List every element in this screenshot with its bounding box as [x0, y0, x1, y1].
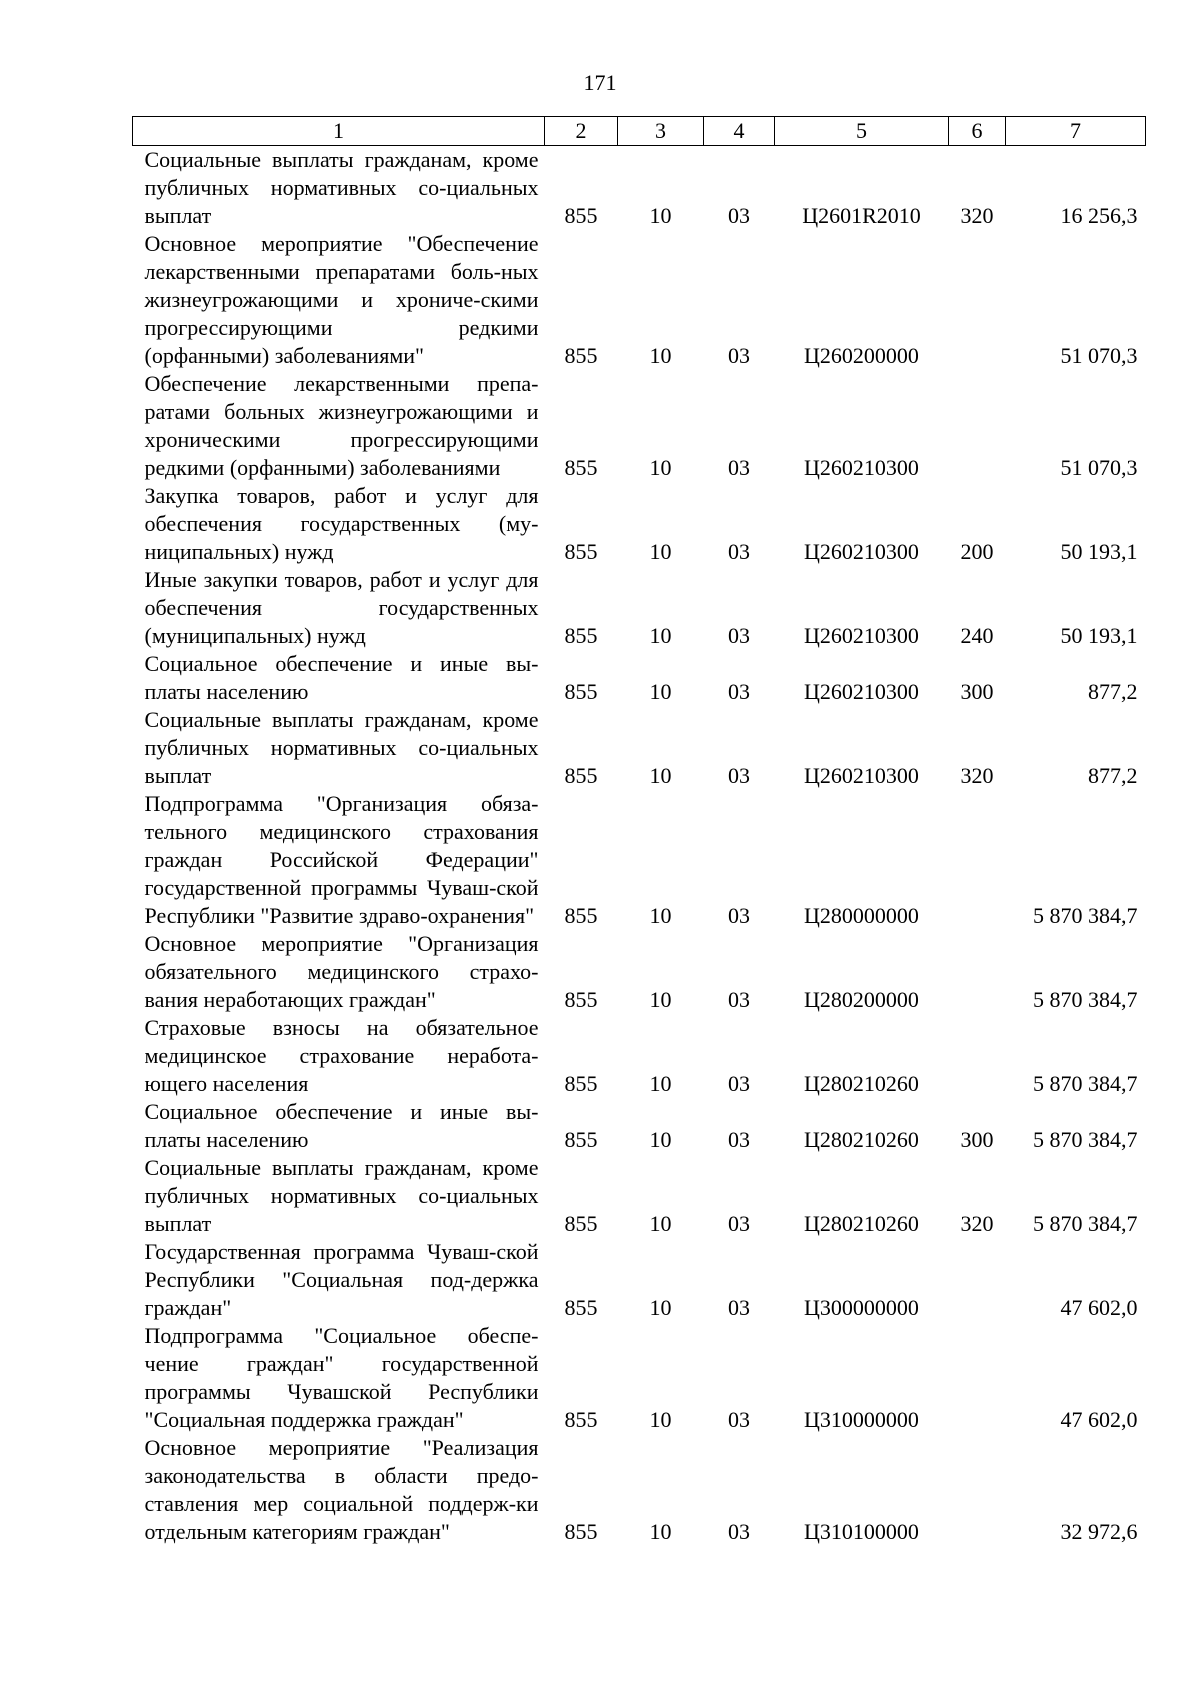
cell-amount: 51 070,3	[1060, 343, 1138, 368]
cell-section: 10	[649, 343, 672, 368]
cell-expense-type	[949, 1434, 1006, 1546]
cell-amount: 50 193,1	[1060, 623, 1138, 648]
cell-ministry: 855	[564, 1407, 598, 1432]
cell-ministry: 855	[564, 679, 598, 704]
table-row	[133, 790, 1146, 930]
header-col-7: 7	[1006, 117, 1146, 146]
cell-expense-type	[949, 230, 1006, 370]
row-name: Иные закупки товаров, работ и услуг для обеспечения государственных (муниципальных) нужд	[144, 567, 539, 648]
cell-subsection: 03	[728, 679, 750, 704]
row-name: Социальные выплаты гражданам, кроме публичных нормативных со-циальных выплат	[144, 707, 539, 788]
cell-section: 10	[649, 1127, 672, 1152]
cell-subsection: 03	[728, 623, 750, 648]
cell-target-article: Ц280210260	[804, 1127, 919, 1152]
cell-target-article: Ц280210260	[804, 1071, 919, 1096]
table-row	[133, 1154, 1146, 1238]
cell-ministry: 855	[564, 455, 598, 480]
cell-section: 10	[649, 623, 672, 648]
cell-ministry: 855	[564, 1295, 598, 1320]
row-name: Социальные выплаты гражданам, кроме публичных нормативных со-циальных выплат	[144, 1155, 539, 1236]
cell-amount: 51 070,3	[1060, 455, 1138, 480]
cell-target-article: Ц300000000	[804, 1295, 919, 1320]
cell-section: 10	[649, 1211, 672, 1236]
table-row	[133, 1238, 1146, 1322]
cell-target-article: Ц260210300	[804, 539, 919, 564]
cell-subsection: 03	[728, 1519, 750, 1544]
cell-expense-type	[949, 790, 1006, 930]
cell-ministry: 855	[564, 1211, 598, 1236]
cell-target-article: Ц2601R2010	[802, 203, 921, 228]
cell-expense-type: 320	[960, 763, 994, 788]
table-row	[133, 370, 1146, 482]
header-col-1: 1	[133, 117, 545, 146]
cell-amount: 16 256,3	[1060, 203, 1138, 228]
row-name: Социальные выплаты гражданам, кроме публичных нормативных со-циальных выплат	[144, 147, 539, 228]
cell-target-article: Ц260210300	[804, 679, 919, 704]
cell-ministry: 855	[564, 1519, 598, 1544]
cell-ministry: 855	[564, 1071, 598, 1096]
row-name: Подпрограмма "Организация обяза-тельного медицинского страхования граждан Российской Федерации" государственной программы Чуваш-ской Республики "Развитие здраво-охранения"	[144, 791, 539, 928]
row-name: Основное мероприятие "Организация обязательного медицинского страхо-вания неработающих граждан"	[144, 931, 539, 1012]
row-name: Основное мероприятие "Реализация законодательства в области предо-ставления мер социальной поддерж-ки отдельным категориям граждан"	[144, 1435, 539, 1544]
table-row	[133, 706, 1146, 790]
cell-subsection: 03	[728, 1127, 750, 1152]
row-name: Основное мероприятие "Обеспечение лекарственными препаратами боль-ных жизнеугрожающими и хрониче-скими прогрессирующими редкими (орфанными) заболеваниями"	[144, 231, 539, 368]
table-body	[133, 146, 1146, 1547]
row-name: Закупка товаров, работ и услуг для обеспечения государственных (му-ниципальных) нужд	[144, 483, 539, 564]
table-row	[133, 230, 1146, 370]
table-row	[133, 650, 1146, 706]
table-row	[133, 930, 1146, 1014]
cell-ministry: 855	[564, 987, 598, 1012]
cell-ministry: 855	[564, 1127, 598, 1152]
cell-expense-type: 200	[960, 539, 994, 564]
cell-amount: 32 972,6	[1060, 1519, 1138, 1544]
cell-expense-type: 240	[960, 623, 994, 648]
cell-section: 10	[649, 1295, 672, 1320]
table-row	[133, 482, 1146, 566]
cell-section: 10	[649, 455, 672, 480]
cell-section: 10	[649, 1407, 672, 1432]
cell-expense-type	[949, 930, 1006, 1014]
row-name: Государственная программа Чуваш-ской Республики "Социальная под-держка граждан"	[144, 1239, 539, 1320]
cell-amount: 5 870 384,7	[1033, 1211, 1138, 1236]
cell-expense-type: 320	[960, 203, 994, 228]
cell-section: 10	[649, 1519, 672, 1544]
cell-target-article: Ц260210300	[804, 455, 919, 480]
cell-amount: 5 870 384,7	[1033, 987, 1138, 1012]
header-col-5: 5	[775, 117, 949, 146]
cell-subsection: 03	[728, 203, 750, 228]
cell-target-article: Ц310100000	[804, 1519, 919, 1544]
cell-section: 10	[649, 1071, 672, 1096]
cell-amount: 877,2	[1088, 679, 1138, 704]
cell-ministry: 855	[564, 343, 598, 368]
header-col-4: 4	[704, 117, 775, 146]
cell-expense-type	[949, 1322, 1006, 1434]
cell-amount: 50 193,1	[1060, 539, 1138, 564]
header-col-6: 6	[949, 117, 1006, 146]
cell-ministry: 855	[564, 203, 598, 228]
cell-target-article: Ц260210300	[804, 763, 919, 788]
cell-section: 10	[649, 203, 672, 228]
cell-section: 10	[649, 987, 672, 1012]
cell-subsection: 03	[728, 987, 750, 1012]
cell-subsection: 03	[728, 455, 750, 480]
table-row	[133, 1434, 1146, 1546]
row-name: Обеспечение лекарственными препа-ратами больных жизнеугрожающими и хроническими прогрессирующими редкими (орфанными) заболеваниями	[144, 371, 539, 480]
cell-subsection: 03	[728, 763, 750, 788]
budget-table	[132, 116, 1146, 1546]
table-row	[133, 1014, 1146, 1098]
table-row	[133, 1098, 1146, 1154]
cell-ministry: 855	[564, 763, 598, 788]
table-row	[133, 1322, 1146, 1434]
cell-target-article: Ц280200000	[804, 987, 919, 1012]
row-name: Социальное обеспечение и иные вы-платы населению	[144, 651, 539, 704]
cell-expense-type: 320	[960, 1211, 994, 1236]
cell-subsection: 03	[728, 903, 750, 928]
cell-subsection: 03	[728, 343, 750, 368]
cell-section: 10	[649, 539, 672, 564]
cell-amount: 877,2	[1088, 763, 1138, 788]
cell-target-article: Ц260200000	[804, 343, 919, 368]
cell-target-article: Ц280210260	[804, 1211, 919, 1236]
cell-section: 10	[649, 679, 672, 704]
cell-amount: 47 602,0	[1060, 1407, 1138, 1432]
row-name: Социальное обеспечение и иные вы-платы населению	[144, 1099, 539, 1152]
cell-subsection: 03	[728, 1211, 750, 1236]
cell-target-article: Ц280000000	[804, 903, 919, 928]
cell-subsection: 03	[728, 1295, 750, 1320]
cell-ministry: 855	[564, 903, 598, 928]
cell-amount: 5 870 384,7	[1033, 1071, 1138, 1096]
cell-target-article: Ц260210300	[804, 623, 919, 648]
cell-target-article: Ц310000000	[804, 1407, 919, 1432]
table-row	[133, 566, 1146, 650]
table-row	[133, 146, 1146, 231]
cell-subsection: 03	[728, 1407, 750, 1432]
cell-expense-type	[949, 1014, 1006, 1098]
cell-expense-type	[949, 1238, 1006, 1322]
cell-expense-type: 300	[960, 679, 994, 704]
header-row	[133, 117, 1146, 146]
header-col-3: 3	[618, 117, 704, 146]
page-number: 171	[583, 70, 617, 95]
row-name: Страховые взносы на обязательное медицинское страхование неработа-ющего населения	[144, 1015, 539, 1096]
cell-amount: 47 602,0	[1060, 1295, 1138, 1320]
cell-subsection: 03	[728, 1071, 750, 1096]
cell-expense-type: 300	[960, 1127, 994, 1152]
cell-section: 10	[649, 763, 672, 788]
header-col-2: 2	[545, 117, 618, 146]
row-name: Подпрограмма "Социальное обеспе-чение граждан" государственной программы Чувашской Республики "Социальная поддержка граждан"	[144, 1323, 539, 1432]
cell-ministry: 855	[564, 623, 598, 648]
cell-section: 10	[649, 903, 672, 928]
cell-expense-type	[949, 370, 1006, 482]
cell-amount: 5 870 384,7	[1033, 903, 1138, 928]
cell-ministry: 855	[564, 539, 598, 564]
cell-subsection: 03	[728, 539, 750, 564]
cell-amount: 5 870 384,7	[1033, 1127, 1138, 1152]
